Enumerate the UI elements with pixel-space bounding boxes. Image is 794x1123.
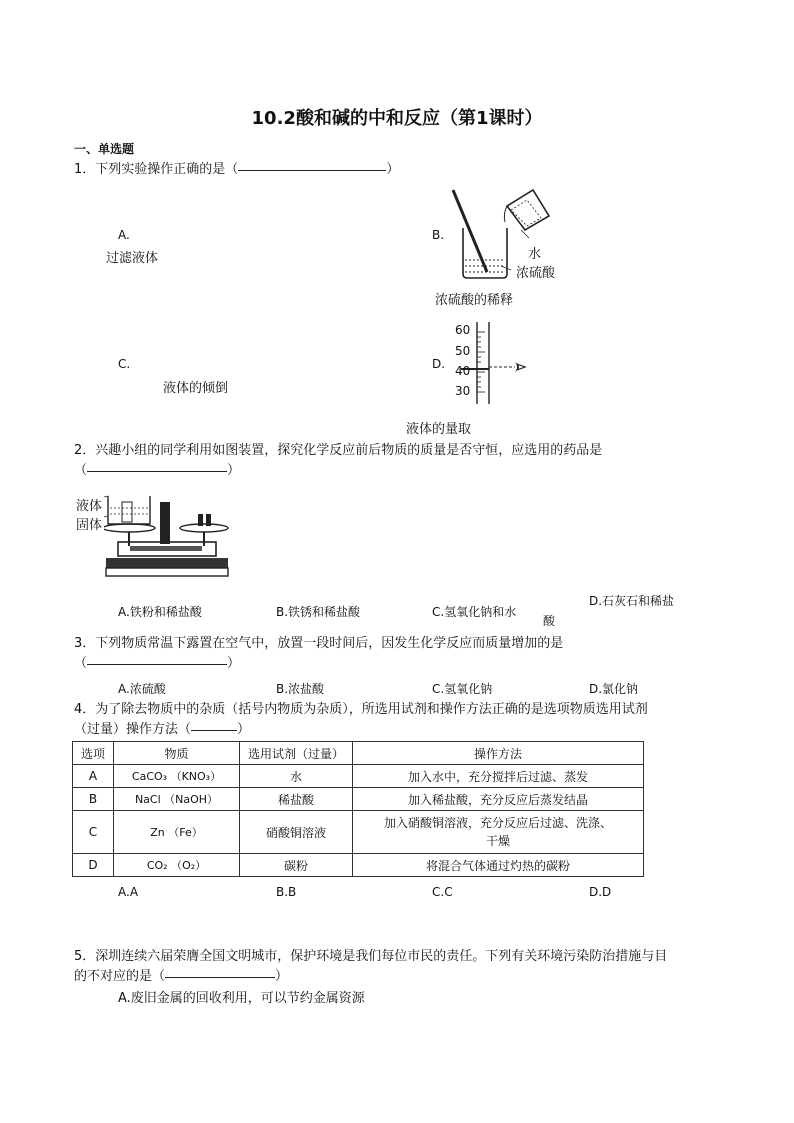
q1-option-d-letter[interactable]: D. [432, 357, 446, 371]
pouring-beaker-icon [507, 190, 549, 230]
question-3-paren [74, 654, 240, 674]
q1-option-a-letter[interactable]: A. [118, 228, 130, 242]
q3-option-b[interactable]: B.浓盐酸 [276, 682, 325, 696]
q4-option-c[interactable]: C.C [432, 885, 453, 899]
answer-blank[interactable] [165, 976, 275, 978]
q2-option-b[interactable]: B.铁锈和稀盐酸 [276, 605, 361, 619]
table-row [73, 788, 644, 811]
question-5-text: 的不对应的是（ [74, 969, 166, 984]
cell-reagent: 稀盐酸 [240, 788, 353, 811]
cell-option: C [73, 811, 114, 854]
header-substance: 物质 [114, 742, 240, 765]
q3-option-a[interactable]: A.浓硫酸 [118, 682, 166, 696]
tick-30: 30 [455, 384, 471, 398]
cell-substance: NaCl （NaOH） [114, 788, 240, 811]
question-2-stem: 2．兴趣小组的同学利用如图装置，探究化学反应前后物质的质量是否守恒，应选用的药品是 [74, 443, 603, 458]
q3-option-d[interactable]: D.氯化钠 [589, 682, 639, 696]
balance-pillar-icon [160, 502, 170, 544]
question-4-stem-line2 [74, 720, 250, 740]
cell-substance: CaCO₃ （KNO₃） [114, 765, 240, 788]
table-row [73, 811, 644, 854]
q4-option-d[interactable]: D.D [589, 885, 612, 899]
question-5-stem-line1: 5．深圳连续六届荣膺全国文明城市，保护环境是我们每位市民的责任。下列有关环境污染防治措施与目 [74, 949, 668, 964]
cell-substance: CO₂ （O₂） [114, 854, 240, 877]
q1-option-a-caption: 过滤液体 [106, 251, 159, 266]
answer-blank[interactable] [87, 663, 227, 665]
cell-option: A [73, 765, 114, 788]
section-heading: 一、单选题 [74, 142, 135, 156]
question-2-paren [74, 461, 240, 481]
paren-open: （ [74, 656, 88, 671]
page-title: 10.2酸和碱的中和反应（第1课时） [251, 108, 543, 129]
beaker-icon [108, 496, 150, 524]
figure-label-liquid: 液体 [76, 499, 103, 514]
cell-method: 加入水中，充分搅拌后过滤、蒸发 [353, 765, 644, 788]
question-3-stem: 3．下列物质常温下露置在空气中，放置一段时间后，因发生化学反应而质量增加的是 [74, 636, 564, 651]
q5-option-a[interactable]: A.废旧金属的回收利用，可以节约金属资源 [118, 991, 365, 1006]
q1-option-b-letter[interactable]: B. [432, 228, 445, 242]
tick-50: 50 [455, 344, 471, 358]
cell-reagent: 水 [240, 765, 353, 788]
paren-open: （ [74, 463, 88, 478]
cell-reagent: 碳粉 [240, 854, 353, 877]
q3-option-c[interactable]: C.氢氧化钠 [432, 682, 493, 696]
reagent-table [72, 741, 644, 877]
figure-label-solid: 固体 [76, 518, 103, 533]
question-1-stem [74, 160, 399, 180]
cell-reagent: 硝酸铜溶液 [240, 811, 353, 854]
paren-close: ） [227, 656, 241, 671]
dilution-figure [445, 186, 575, 282]
cell-method: 加入硝酸铜溶液，充分反应后过滤、洗涤、干燥 [353, 811, 644, 854]
cell-method: 加入稀盐酸，充分反应后蒸发结晶 [353, 788, 644, 811]
balance-figure [104, 486, 232, 582]
answer-blank[interactable] [191, 729, 237, 731]
cell-method: 将混合气体通过灼热的碳粉 [353, 854, 644, 877]
question-4-close: ） [237, 722, 251, 737]
paren-close: ） [227, 463, 241, 478]
q1-option-d-caption: 液体的量取 [406, 422, 472, 437]
cell-option: D [73, 854, 114, 877]
tick-60: 60 [455, 323, 471, 337]
question-1-text: 1．下列实验操作正确的是（ [74, 162, 239, 177]
q2-option-d[interactable]: D.石灰石和稀盐 [589, 594, 675, 608]
question-5-close: ） [275, 969, 289, 984]
table-row [73, 765, 644, 788]
q2-option-c[interactable]: C.氢氧化钠和水 [432, 605, 517, 619]
answer-blank[interactable] [238, 169, 386, 171]
q1-option-b-caption: 浓硫酸的稀释 [435, 293, 514, 308]
table-row [73, 854, 644, 877]
q4-option-a[interactable]: A.A [118, 885, 139, 899]
q2-option-a[interactable]: A.铁粉和稀盐酸 [118, 605, 202, 619]
question-4-text: （过量）操作方法（ [74, 722, 192, 737]
header-method: 操作方法 [353, 742, 644, 765]
question-4-stem-line1: 4．为了除去物质中的杂质（括号内物质为杂质），所选用试剂和操作方法正确的是选项物质选用试剂 [74, 702, 648, 717]
q1-label-water: 水 [528, 247, 542, 262]
question-1-close: ） [386, 162, 400, 177]
q2-option-c-wrap: 酸 [543, 614, 556, 628]
header-reagent: 选用试剂（过量） [240, 742, 353, 765]
q4-option-b[interactable]: B.B [276, 885, 297, 899]
tick-40: 40 [455, 364, 471, 378]
answer-blank[interactable] [87, 470, 227, 472]
q1-option-c-letter[interactable]: C. [118, 357, 131, 371]
question-5-stem-line2 [74, 967, 288, 987]
q1-label-conc-acid: 浓硫酸 [516, 266, 556, 281]
header-option: 选项 [73, 742, 114, 765]
q1-option-c-caption: 液体的倾倒 [163, 381, 229, 396]
eye-icon [515, 362, 519, 372]
cell-substance: Zn （Fe） [114, 811, 240, 854]
cell-option: B [73, 788, 114, 811]
table-header-row [73, 742, 644, 765]
